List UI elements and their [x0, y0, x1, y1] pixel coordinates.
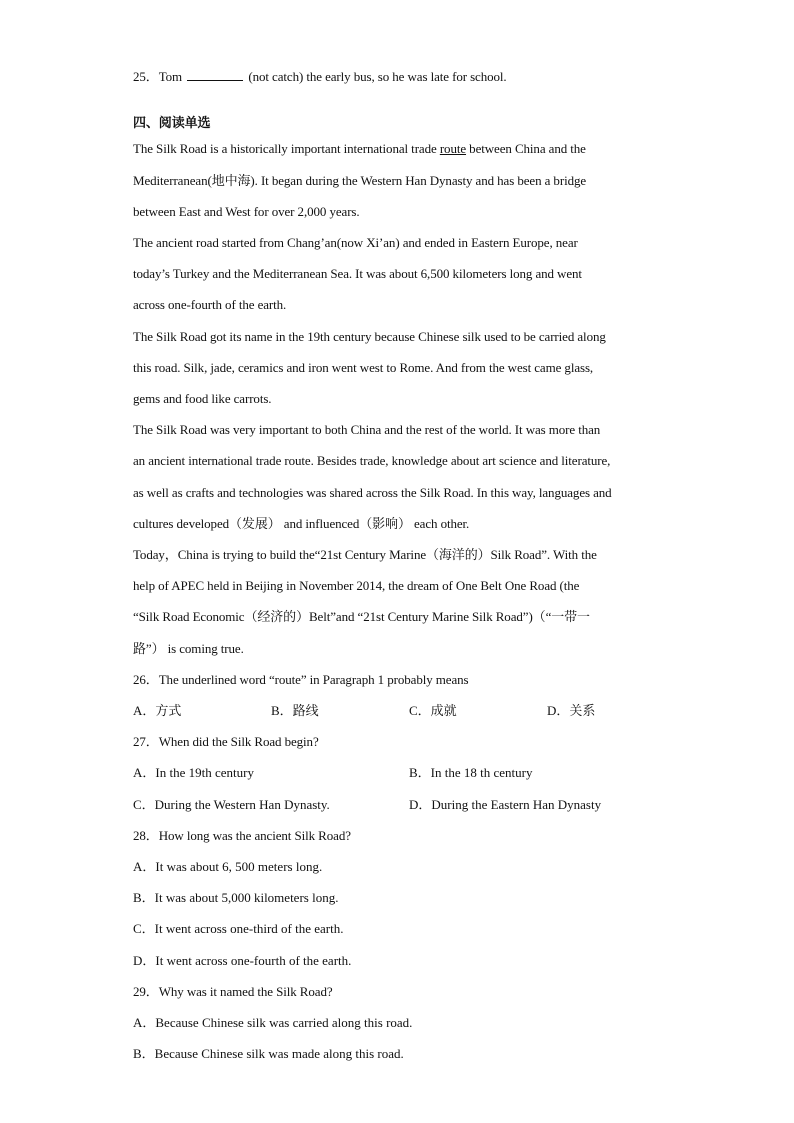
passage-line: today’s Turkey and the Mediterranean Sea. It was about 6,500 kilometers long and went: [133, 266, 582, 281]
section-title: 四、阅读单选: [133, 116, 211, 131]
passage-line: The Silk Road was very important to both China and the rest of the world. It was more than: [133, 422, 601, 437]
q28-option-b[interactable]: B．It was about 5,000 kilometers long.: [133, 890, 339, 905]
q27-option-b[interactable]: B．In the 18 th century: [409, 765, 533, 780]
q27-option-d[interactable]: D．During the Eastern Han Dynasty: [409, 797, 602, 812]
q25-number: 25．Tom: [133, 69, 183, 84]
underlined-word-route: route: [439, 141, 467, 156]
q28-stem: 28．How long was the ancient Silk Road?: [133, 828, 351, 843]
passage-line: help of APEC held in Beijing in November 2014, the dream of One Belt One Road (the: [133, 578, 580, 593]
passage-line: “Silk Road Economic（经济的）Belt”and “21st Century Marine Silk Road”)（“一带一: [133, 609, 590, 624]
q27-option-c[interactable]: C．During the Western Han Dynasty.: [133, 797, 330, 812]
q26-stem: 26．The underlined word “route” in Paragraph 1 probably means: [133, 672, 469, 687]
passage-line: 路”） is coming true.: [133, 641, 244, 656]
passage-line: across one-fourth of the earth.: [133, 297, 287, 312]
passage-line: The ancient road started from Chang’an(now Xi’an) and ended in Eastern Europe, near: [133, 235, 578, 250]
passage-line: cultures developed（发展） and influenced（影响） each other.: [133, 516, 470, 531]
passage-line: Mediterranean(地中海). It began during the Western Han Dynasty and has been a bridge: [133, 173, 587, 188]
q26-option-a[interactable]: A．方式: [133, 703, 182, 718]
passage-text: between China and the: [466, 141, 586, 156]
passage-line: as well as crafts and technologies was shared across the Silk Road. In this way, languages and: [133, 485, 612, 500]
q27-option-a[interactable]: A．In the 19th century: [133, 765, 254, 780]
q28-option-d[interactable]: D．It went across one-fourth of the earth.: [133, 953, 352, 968]
q26-option-b[interactable]: B．路线: [271, 703, 319, 718]
q25-blank[interactable]: [187, 68, 243, 81]
q28-option-c[interactable]: C．It went across one-third of the earth.: [133, 921, 344, 936]
passage-line: an ancient international trade route. Besides trade, knowledge about art science and literature,: [133, 453, 611, 468]
q26-option-c[interactable]: C．成就: [409, 703, 457, 718]
q25-text: (not catch) the early bus, so he was late for school.: [248, 69, 507, 84]
q26-option-d[interactable]: D．关系: [547, 703, 596, 718]
q27-stem: 27．When did the Silk Road begin?: [133, 734, 319, 749]
passage-line: this road. Silk, jade, ceramics and iron went west to Rome. And from the west came glass,: [133, 360, 594, 375]
passage-line: between East and West for over 2,000 years.: [133, 204, 360, 219]
passage-line: gems and food like carrots.: [133, 391, 272, 406]
passage-line: Today，China is trying to build the“21st Century Marine（海洋的）Silk Road”. With the: [133, 547, 597, 562]
question-25: [133, 68, 507, 85]
q29-option-b[interactable]: B．Because Chinese silk was made along this road.: [133, 1046, 404, 1061]
q28-option-a[interactable]: A．It was about 6, 500 meters long.: [133, 859, 323, 874]
q29-option-a[interactable]: A．Because Chinese silk was carried along this road.: [133, 1015, 413, 1030]
passage-text: The Silk Road is a historically important international trade: [133, 141, 440, 156]
q29-stem: 29．Why was it named the Silk Road?: [133, 984, 333, 999]
passage-line: [133, 141, 586, 157]
passage-line: The Silk Road got its name in the 19th century because Chinese silk used to be carried along: [133, 329, 606, 344]
